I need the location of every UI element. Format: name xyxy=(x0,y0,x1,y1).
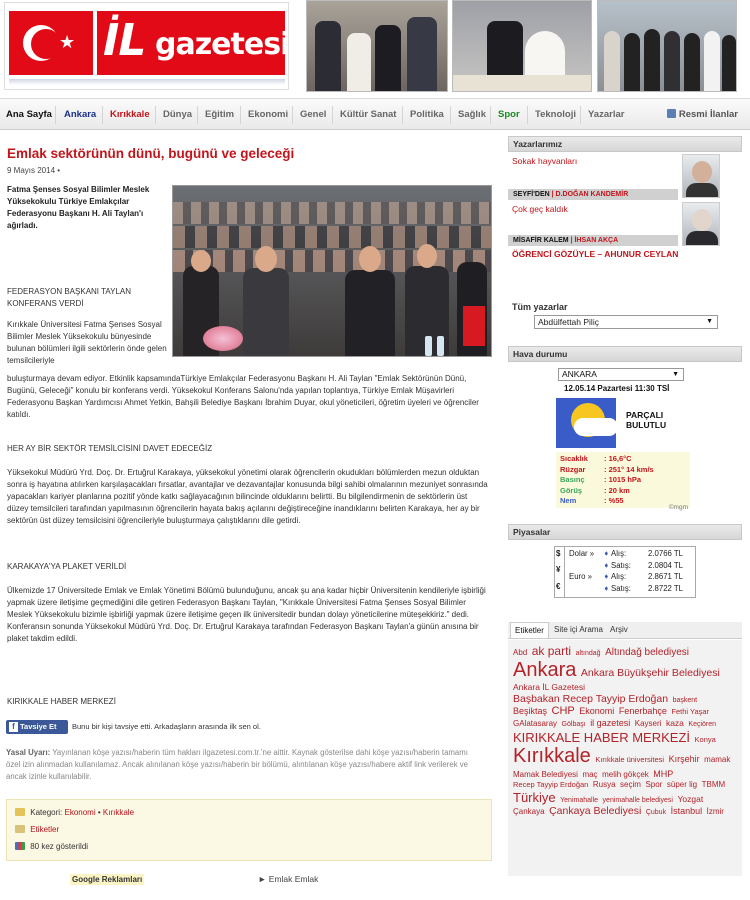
article-date: 9 Mayıs 2014 • xyxy=(7,166,61,175)
tag-link[interactable]: Ankara İL Gazetesi xyxy=(513,682,585,693)
flag-icon xyxy=(463,306,485,346)
article-photo[interactable] xyxy=(172,185,492,357)
tag-link[interactable]: Başbakan Recep Tayyip Erdoğan xyxy=(513,693,669,705)
nav-spor[interactable]: Spor xyxy=(498,109,520,120)
weather-row: Sıcaklık : 16,6°C xyxy=(560,454,632,463)
chevron-down-icon: ▼ xyxy=(672,371,679,378)
weather-widget xyxy=(556,384,690,514)
article-title: Emlak sektörünün dünü, bugünü ve geleceği xyxy=(7,146,295,161)
tab-etiketler[interactable]: Etiketler xyxy=(510,622,549,638)
tag-link[interactable]: seçim xyxy=(620,780,641,790)
writer-article-link[interactable]: Sokak hayvanları xyxy=(512,156,578,166)
nav-ana-sayfa[interactable]: Ana Sayfa xyxy=(6,109,52,120)
tag-link[interactable]: kaza xyxy=(665,718,684,729)
all-writers-label: Tüm yazarlar xyxy=(512,302,568,312)
logo-wordmark xyxy=(97,11,290,75)
tag-link[interactable]: Yenimahalle xyxy=(560,796,599,804)
legal-notice: Yasal Uyarı: Yayınlanan köşe yazısı/haberin tüm hakları ilgazetesi.com.tr.'ne aittir. Kaynak gösterilse dahi köşe yazısı/haberin tamamı özel izin alınmadan kullanılamaz. Ancak alınılanan köşe yazısı/haberin bir bölümü, alıntılanan köşe yazısı/habere aktif link verilerek ve ancak izinle kullanılabilir. xyxy=(6,748,468,781)
resmi-ilanlar-link[interactable]: Resmi İlanlar xyxy=(667,109,738,120)
nav-saglik[interactable]: Sağlık xyxy=(458,109,486,120)
euro-icon: € xyxy=(556,582,561,591)
writer-avatar[interactable] xyxy=(682,154,720,198)
yen-icon: ¥ xyxy=(556,565,561,574)
tag-link[interactable]: Keçiören xyxy=(688,721,717,729)
tag-link[interactable]: Türkiye xyxy=(513,789,556,805)
weather-row: Görüş : 20 km xyxy=(560,485,630,495)
sidebar-tabs xyxy=(508,622,742,639)
market-row: ➧Satış: 2.0804 TL xyxy=(603,560,683,570)
tag-link[interactable]: süper lig xyxy=(666,780,698,790)
tag-link[interactable]: Ankara Büyükşehir Belediyesi xyxy=(580,666,720,679)
tag-link[interactable]: Kırıkkale xyxy=(513,744,591,767)
header-photo-2[interactable] xyxy=(452,0,592,92)
arrow-icon: ➧ xyxy=(603,572,610,581)
article-subheading: FEDERASYON BAŞKANI TAYLAN KONFERANS VERDİ xyxy=(7,287,132,308)
tag-link[interactable]: TBMM xyxy=(701,780,726,790)
tag-link[interactable]: Recep Tayyip Erdoğan xyxy=(513,780,589,790)
writer-bar: MİSAFİR KALEM | İHSAN AKÇA xyxy=(508,235,678,246)
all-writers-select[interactable]: Abdülfettah Piliç ▼ xyxy=(534,315,718,329)
article-subheading: HER AY BİR SEKTÖR TEMSİLCİSİNİ DAVET EDECEĞİZ xyxy=(7,444,213,453)
weather-panel-header: Hava durumu xyxy=(508,346,742,362)
tag-link[interactable]: yenimahalle belediyesi xyxy=(602,796,673,804)
nav-teknoloji[interactable]: Teknoloji xyxy=(535,109,576,120)
tag-link[interactable]: Yozgat xyxy=(677,793,704,804)
category-row: Kategori: Ekonomi • Kırıkkale xyxy=(15,808,134,817)
market-row: Dolar » ➧Alış: 2.0766 TL xyxy=(569,549,683,558)
tag-link[interactable]: Kayseri xyxy=(634,719,662,729)
tag-link[interactable]: Spor xyxy=(645,780,663,790)
rss-icon xyxy=(667,109,676,118)
tag-link[interactable]: Altındağ belediyesi xyxy=(605,647,690,658)
tag-link[interactable]: Çubuk xyxy=(645,809,667,817)
site-logo[interactable] xyxy=(4,2,289,90)
share-text: Bunu bir kişi tavsiye etti. Arkadaşların arasında ilk sen ol. xyxy=(72,722,261,731)
nav-dunya[interactable]: Dünya xyxy=(163,109,193,120)
article-paragraph: Kırıkkale Üniversitesi Fatma Şenses Sosyal Bilimler Meslek Yüksekokulu bünyesinde bulunan bölümleri ilgili sektörlerin önde gelen temsilcileriyle xyxy=(7,320,167,365)
tag-link[interactable]: mamak xyxy=(704,754,731,764)
tag-link[interactable]: Konya xyxy=(694,734,716,744)
nav-ekonomi[interactable]: Ekonomi xyxy=(248,109,289,120)
tag-link[interactable]: Fenerbahçe xyxy=(618,706,667,717)
market-row: ➧Satış: 2.8722 TL xyxy=(603,583,683,593)
nav-kirikkale[interactable]: Kırıkkale xyxy=(110,109,150,120)
tag-link[interactable]: Çankaya Belediyesi xyxy=(549,805,642,818)
facebook-icon: f xyxy=(9,722,18,732)
city-select[interactable]: ANKARA ▼ xyxy=(558,368,684,381)
header-photo-1[interactable] xyxy=(306,0,448,92)
tag-link[interactable]: Ankara xyxy=(513,658,577,681)
nav-genel[interactable]: Genel xyxy=(300,109,327,120)
tag-icon xyxy=(15,825,25,833)
google-ads-label[interactable]: Google Reklamları xyxy=(72,875,143,884)
markets-panel-header: Piyasalar xyxy=(508,524,742,540)
category-ekonomi-link[interactable]: Ekonomi xyxy=(64,808,96,817)
article-paragraph: Yüksekokul Müdürü Yrd. Doç. Dr. Ertuğrul Karakaya, yüksekokul yönetimi olarak öğrencilerin okudukları bölümlerden mezun olduktan sonra iş hayatına atılırken karşılaşacakları fırsatlar, avantajlar ve dezavantajlar konusunda bilgi sahibi olmalarının mezuniyet sonrasında yapacakları kariyer planlarına pozitif yönde katkı sağlayacağının bilincinde olduklarını belirtti. Bu bilgilendirmenin de sektörlerin üst düzey temsilcileri tarafından yapılmasının öğrencilerin hayata bakış açılarını değiştireceğine inandıklarını belirten Karakaya, her ay bir sektörün üst düzey temsilcisini öğrencileriyle buluşturmaya çalıştıklarını dile getirdi. xyxy=(7,468,488,525)
markets-widget xyxy=(554,546,696,598)
article-subheading: KARAKAYA'YA PLAKET VERİLDİ xyxy=(7,562,127,571)
tag-link[interactable]: İstanbul xyxy=(670,806,703,817)
logo-il-text: İL xyxy=(103,15,146,66)
tags-row xyxy=(15,825,59,834)
tag-link[interactable]: maç xyxy=(582,769,598,779)
nav-kultur-sanat[interactable]: Kültür Sanat xyxy=(340,109,397,120)
article-paragraph: Ülkemizde 17 Üniversitede Emlak ve Emlak Yönetimi Bölümü bulunduğunu, ancak şu ana kadar hiçbir Üniversitenin kendileriyle işbirliği yapmak üzere iletişime geçmediğini dile getiren Federasyon Başkanı Taylan, "Kırıkkale Üniversitesi Fatma Şenses Sosyal Bilimler Meslek Yüksekokulu bizimle işbirliği yapmak üzere iletişime geçen ilk üniversitedir bundan dolayı yöneticilerine müteşekkiriz." dedi. Konferansın sonunda Yüksekokul Müdürü Yrd. Doç. Dr. Ertuğrul Karakaya tarafından Federasyon Başkanı Taylan'a günün anısına bir plaket takdim edildi. xyxy=(7,586,486,643)
tag-link[interactable]: Abd xyxy=(513,648,528,657)
writers-panel-header: Yazarlarımız xyxy=(508,136,742,152)
header-photo-3[interactable] xyxy=(597,0,737,92)
article-signature: KIRIKKALE HABER MERKEZİ xyxy=(7,697,116,706)
tag-link[interactable]: başkent xyxy=(672,697,698,704)
main-navigation xyxy=(0,98,750,130)
chevron-down-icon: ▼ xyxy=(706,318,713,325)
tag-link[interactable]: Beşiktaş xyxy=(513,706,548,717)
weather-date: 12.05.14 Pazartesi 11:30 TSİ xyxy=(564,384,670,393)
category-kirikkale-link[interactable]: Kırıkkale xyxy=(102,808,135,817)
facebook-recommend-button[interactable]: f Tavsiye Et xyxy=(6,720,68,734)
site-header xyxy=(0,0,750,98)
tag-link[interactable]: ak parti xyxy=(531,644,572,658)
tab-site-ici-arama[interactable]: Site içi Arama xyxy=(554,625,603,634)
tag-link[interactable]: Gölbaşı xyxy=(561,721,586,729)
tag-link[interactable]: CHP xyxy=(551,705,575,718)
tag-link[interactable]: Rusya xyxy=(592,780,616,790)
nav-politika[interactable]: Politika xyxy=(410,109,444,120)
nav-ankara[interactable]: Ankara xyxy=(64,109,97,120)
arrow-icon: ➧ xyxy=(603,560,610,570)
tag-link[interactable]: melih gökçek xyxy=(602,769,649,779)
writer-bar: SEYFİ'DEN | D.DOĞAN KANDEMİR xyxy=(508,189,678,200)
article-lead: Fatma Şenses Sosyal Bilimler Meslek Yüksekokulu Türkiye Emlakçılar Federasyonu Başkanı H. Ali Taylan'ı ağırladı. xyxy=(7,185,150,230)
market-row: Euro » ➧Alış: 2.8671 TL xyxy=(569,572,683,581)
article xyxy=(0,136,500,900)
etiketler-link[interactable]: Etiketler xyxy=(30,825,60,834)
logo-gazetesi-text: gazetesi xyxy=(155,27,290,62)
tag-link[interactable]: MHP xyxy=(653,768,674,779)
tag-link[interactable]: Fethi Yaşar xyxy=(671,707,710,717)
weather-condition: PARÇALI BULUTLU xyxy=(626,410,667,430)
nav-egitim[interactable]: Eğitim xyxy=(205,109,235,120)
tag-link[interactable]: altındağ xyxy=(575,650,601,657)
turkish-flag-icon: ★ xyxy=(9,11,93,75)
tag-link[interactable]: GAlatasaray xyxy=(513,719,558,729)
related-link[interactable]: ► Emlak Emlak xyxy=(258,874,319,884)
tag-link[interactable]: KIRIKKALE HABER MERKEZİ xyxy=(513,729,690,745)
writer-avatar[interactable] xyxy=(682,202,720,246)
folder-icon xyxy=(15,808,25,816)
arrow-icon: ➧ xyxy=(603,583,610,593)
weather-row: Rüzgar : 251° 14 km/s xyxy=(560,464,654,474)
tag-link[interactable]: İzmir xyxy=(706,807,724,817)
tag-link[interactable]: Kırıkkale üniversitesi xyxy=(595,754,665,764)
article-meta xyxy=(6,799,492,861)
tag-link[interactable]: Ekonomi xyxy=(579,706,615,717)
article-paragraph: buluşturmaya devam ediyor. Etkinlik kapsamındaTürkiye Emlakçılar Federasyonu Başkanı H. Ali Taylan "Emlak Sektörünün Dünü, Bugünü, Geleceği" konulu bir konferans verdi. Yüksekokul Konferans Salonu'nda yapılan toplantıya, Türkiye Emlak Müşavirleri Federasyonu Başkan Yardımcısı Ahmet Yetkin, Bahşili Belediye Başkanı İbrahim Duyar, okul yöneticileri, öğretim üyeleri ve öğrenciler katıldı. xyxy=(7,374,479,419)
partly-cloudy-icon xyxy=(556,398,616,448)
tag-link[interactable]: Çankaya xyxy=(513,807,545,817)
dollar-icon: $ xyxy=(556,549,561,558)
tab-arsiv[interactable]: Arşiv xyxy=(610,625,628,634)
weather-row: Basınç : 1015 hPa xyxy=(560,475,642,484)
tag-link[interactable]: Kırşehir xyxy=(668,753,700,764)
tag-link[interactable]: Mamak Belediyesi xyxy=(513,769,578,779)
tag-link[interactable]: il gazetesi xyxy=(590,718,631,729)
weather-row: Nem : %55 xyxy=(560,496,624,505)
writer-article-link[interactable]: ÖĞRENCİ GÖZÜYLE – AHUNUR CEYLAN xyxy=(512,249,679,259)
nav-yazarlar[interactable]: Yazarlar xyxy=(588,109,625,120)
weather-details xyxy=(556,452,690,508)
tag-cloud xyxy=(508,640,742,876)
facebook-share xyxy=(6,720,306,734)
sidebar xyxy=(508,136,742,900)
arrow-icon: ➧ xyxy=(603,549,610,558)
weather-source: ©mgm xyxy=(668,504,688,511)
bar-chart-icon xyxy=(15,842,25,850)
views-row: 80 kez gösterildi xyxy=(15,842,88,851)
writer-article-link[interactable]: Çok geç kaldık xyxy=(512,204,568,214)
currency-symbols xyxy=(555,547,565,597)
